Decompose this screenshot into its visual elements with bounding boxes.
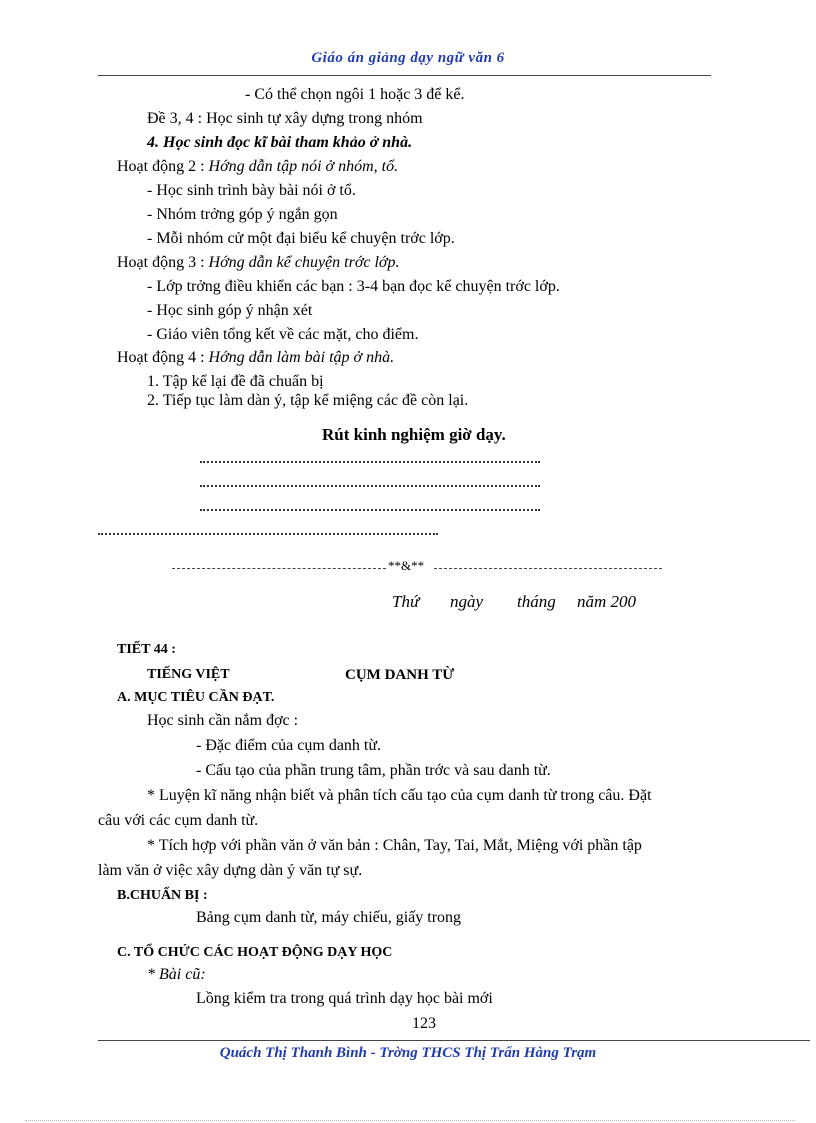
activity-2-item: - Học sinh trình bày bài nói ở tổ.	[147, 182, 356, 199]
review-dotted-line	[200, 461, 540, 463]
lesson-subject: TIẾNG VIỆT	[147, 667, 230, 682]
date-thu: Thứ	[392, 592, 420, 611]
activity-2-heading	[117, 158, 398, 176]
review-dotted-line	[98, 533, 438, 535]
lesson-title: CỤM DANH TỪ	[345, 667, 455, 683]
section-a-paragraph: * Tích hợp với phần văn ở văn bản : Chân, Tay, Tai, Mắt, Miệng với phần tập	[147, 837, 642, 854]
section-a-item: - Cấu tạo của phần trung tâm, phần trớc và sau danh từ.	[196, 762, 551, 779]
activity-3-item: - Học sinh góp ý nhận xét	[147, 302, 313, 319]
section-a-paragraph: câu với các cụm danh từ.	[98, 812, 259, 829]
header-title: Giáo án giảng dạy ngữ văn 6	[311, 50, 505, 66]
date-thang: tháng	[517, 592, 556, 611]
activity-3-item: - Giáo viên tổng kết về các mặt, cho điểm.	[147, 326, 419, 343]
section-a-heading: A. MỤC TIÊU CẦN ĐẠT.	[117, 690, 275, 705]
activity-3-heading	[117, 254, 399, 272]
section-c-old-lesson: * Bài cũ:	[147, 966, 206, 983]
footer-author: Quách Thị Thanh Bình - Trờng THCS Thị Trấn Hàng Trạm	[219, 1045, 597, 1061]
header-rule	[98, 75, 711, 76]
review-dotted-line	[200, 485, 540, 487]
section-a-paragraph: làm văn ở việc xây dựng dàn ý văn tự sự.	[98, 862, 363, 879]
line-read-reference: 4. Học sinh đọc kĩ bài tham khảo ở nhà.	[147, 134, 413, 151]
line-choose-narrator: - Có thể chọn ngôi 1 hoặc 3 để kể.	[245, 86, 465, 103]
activity-3-label: Hoạt động 3 :	[117, 254, 209, 271]
line-topic-3-4: Đề 3, 4 : Học sinh tự xây dựng trong nhóm	[147, 110, 423, 127]
activity-2-label: Hoạt động 2 :	[117, 158, 209, 175]
activity-2-item: - Nhóm trởng góp ý ngắn gọn	[147, 206, 338, 223]
review-title: Rút kinh nghiệm giờ dạy.	[322, 425, 506, 444]
separator-right	[434, 568, 662, 569]
section-b-text: Bảng cụm danh từ, máy chiếu, giấy trong	[196, 909, 462, 926]
review-dotted-line	[200, 509, 540, 511]
activity-3-title: Hớng dẫn kể chuyện trớc lớp.	[208, 254, 400, 271]
section-a-paragraph: * Luyện kĩ năng nhận biết và phân tích cấu tạo của cụm danh từ trong câu. Đặt	[147, 787, 652, 804]
separator-mark: **&**	[388, 558, 425, 573]
activity-2-item: - Mỗi nhóm cử một đại biểu kể chuyện trớc lớp.	[147, 230, 455, 247]
section-a-intro: Học sinh cần nắm đợc :	[147, 712, 299, 729]
date-nam: năm 200	[577, 592, 637, 611]
section-b-heading: B.CHUẨN BỊ :	[117, 888, 208, 903]
activity-4-label: Hoạt động 4 :	[117, 349, 209, 366]
section-a-item: - Đặc điểm của cụm danh từ.	[196, 737, 382, 754]
activity-4-item: 2. Tiếp tục làm dàn ý, tập kể miệng các đề còn lại.	[147, 392, 469, 409]
lesson-number: TIẾT 44 :	[117, 642, 176, 657]
page-bottom-border	[25, 1120, 795, 1121]
activity-4-title: Hớng dẫn làm bài tập ở nhà.	[208, 349, 395, 366]
footer-rule	[98, 1040, 810, 1041]
section-c-heading: C. TỔ CHỨC CÁC HOẠT ĐỘNG DẠY HỌC	[117, 945, 393, 960]
separator-left	[172, 568, 386, 569]
page-number: 123	[412, 1015, 436, 1032]
date-ngay: ngày	[450, 592, 484, 611]
activity-4-heading	[117, 349, 394, 367]
activity-4-item: 1. Tập kể lại đề đã chuẩn bị	[147, 373, 324, 390]
activity-2-title: Hớng dẫn tập nói ở nhóm, tổ.	[208, 158, 399, 175]
section-c-old-lesson-text: Lồng kiểm tra trong quá trình dạy học bài mới	[196, 990, 493, 1007]
activity-3-item: - Lớp trởng điều khiển các bạn : 3-4 bạn đọc kể chuyện trớc lớp.	[147, 278, 560, 295]
